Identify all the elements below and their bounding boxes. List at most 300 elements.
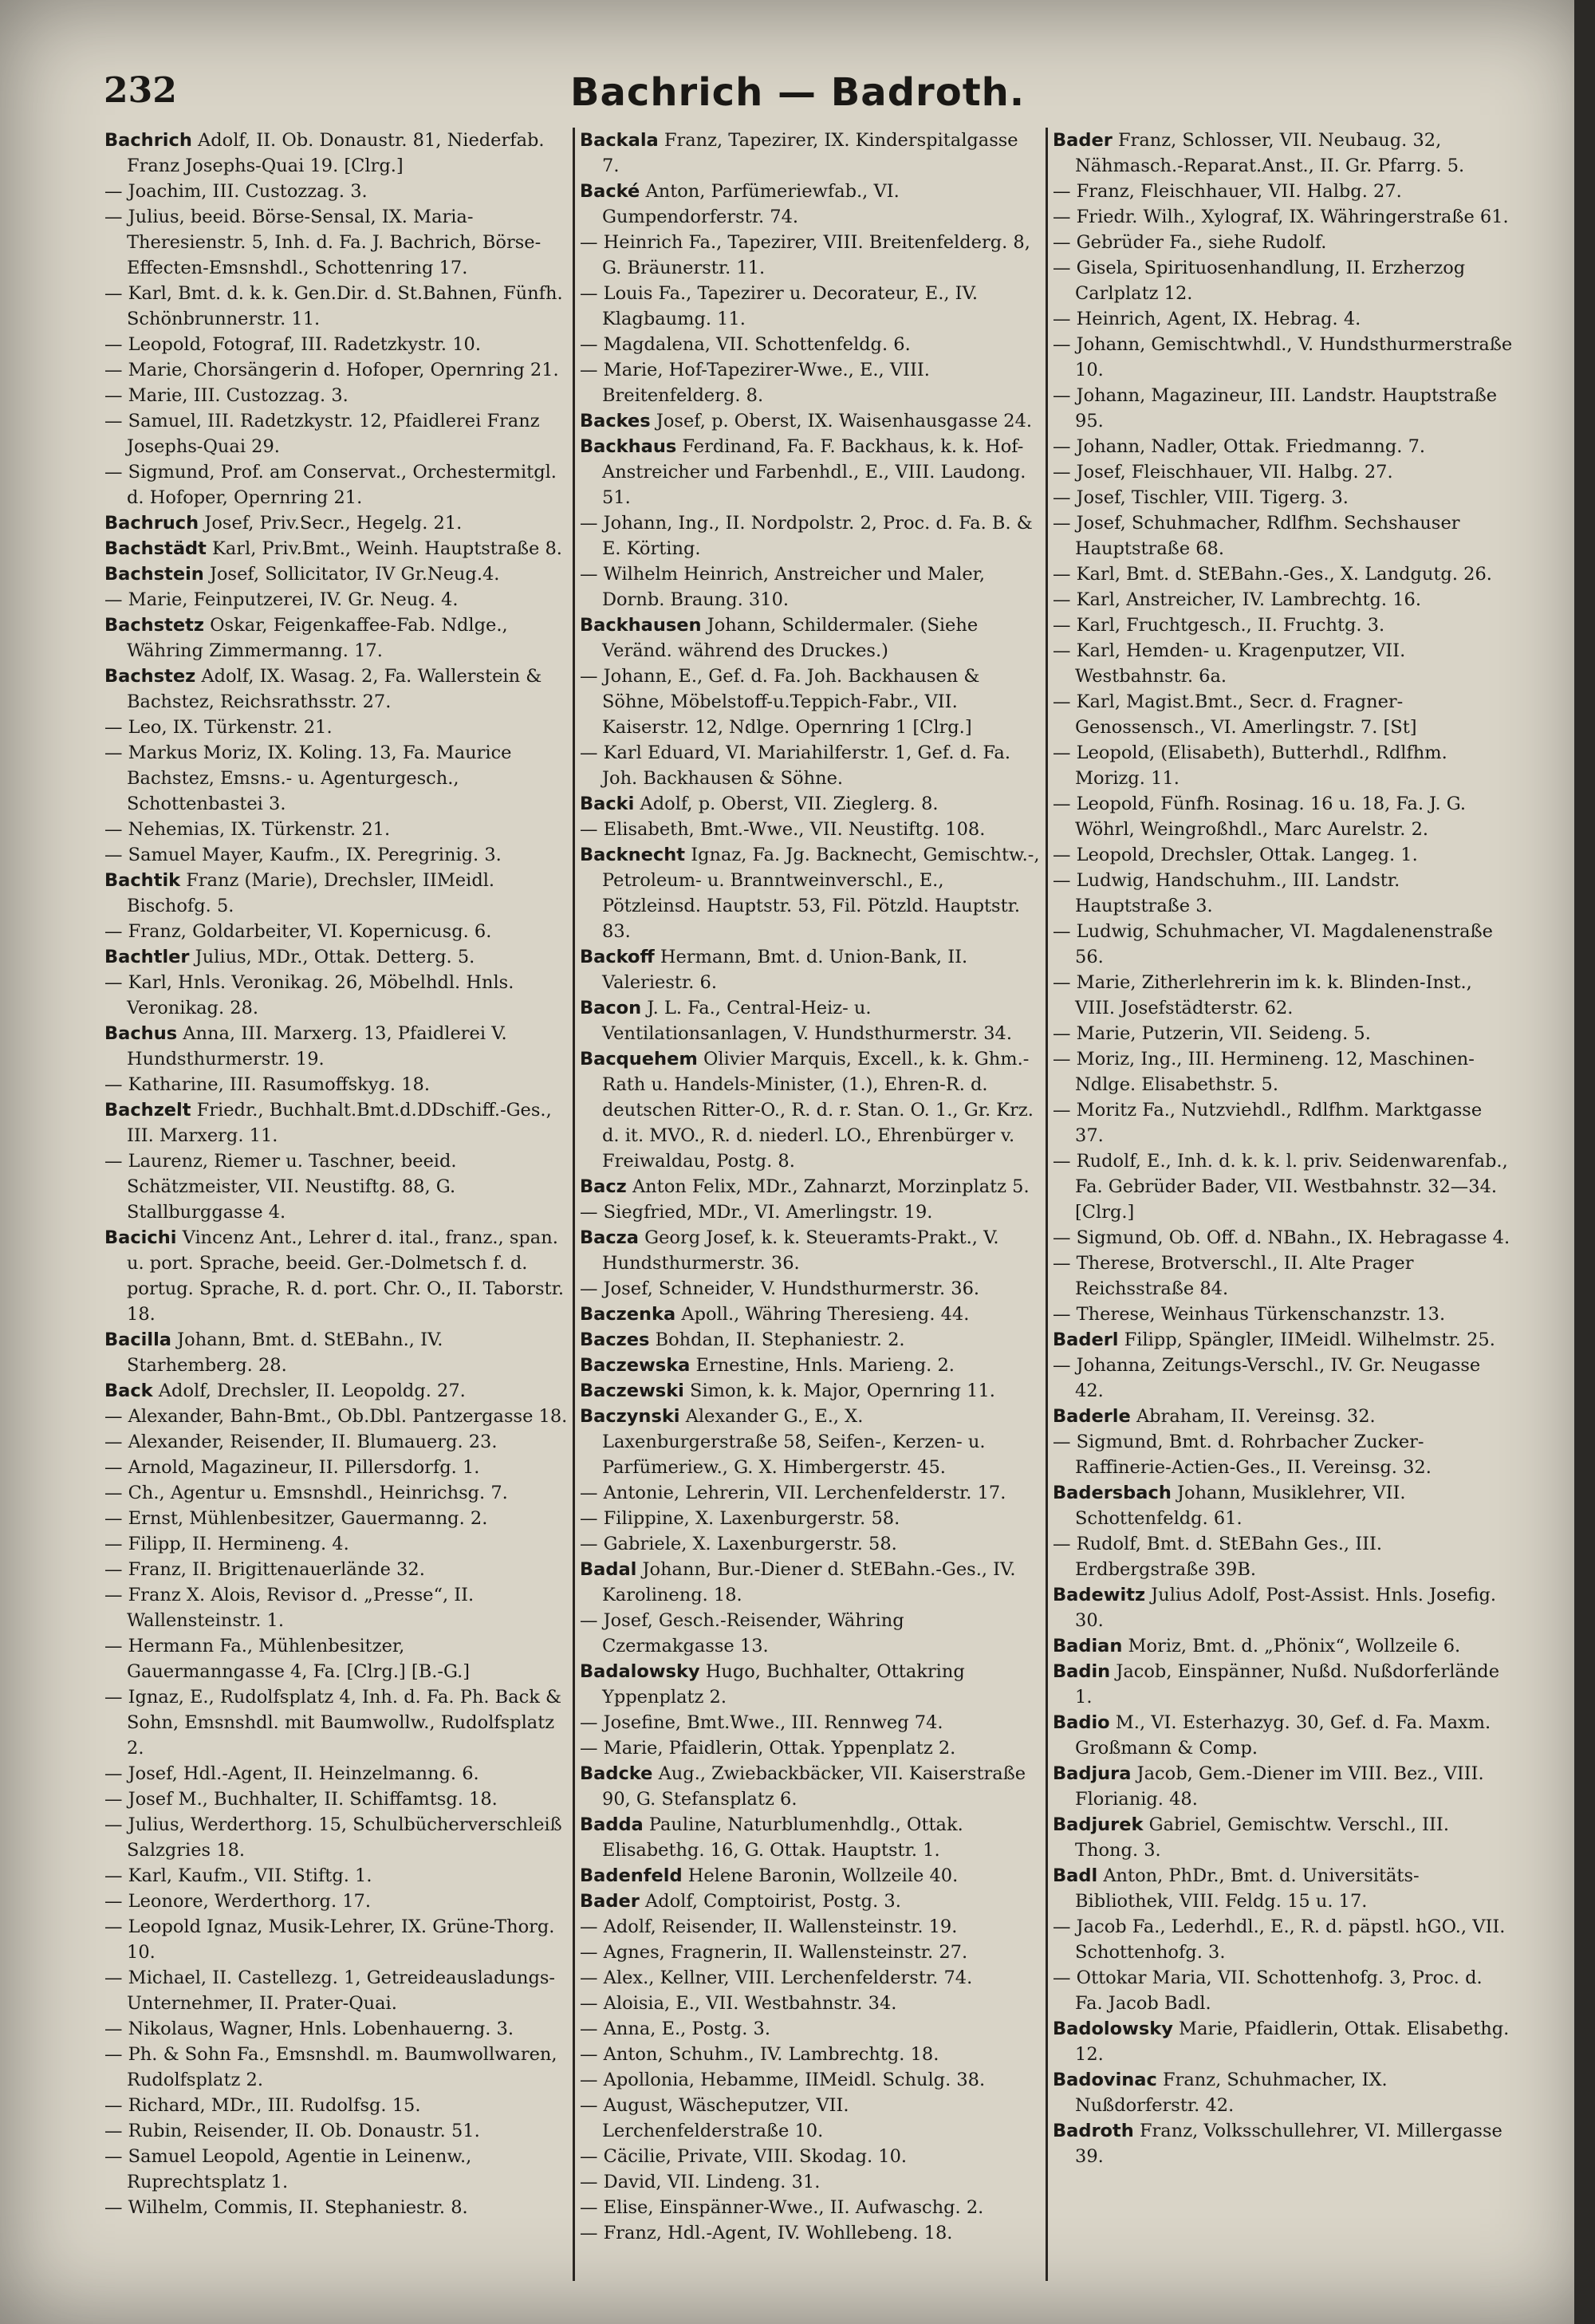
entry-text: Adolf, IX. Wasag. 2, Fa. Wallerstein & Bachstez, Reichsrathsstr. 27. bbox=[127, 666, 542, 712]
entry-surname: Baderle bbox=[1053, 1406, 1131, 1427]
entry-surname: Backala bbox=[580, 130, 659, 151]
directory-entry bbox=[1053, 332, 1514, 383]
entry-text: — Filippine, X. Laxenburgerstr. 58. bbox=[580, 1508, 900, 1529]
entry-text: Josef, Priv.Secr., Hegelg. 21. bbox=[204, 513, 463, 534]
directory-entry bbox=[104, 1786, 568, 1812]
directory-entry bbox=[580, 1353, 1041, 1378]
directory-entry bbox=[1053, 1863, 1514, 1914]
directory-entry bbox=[1053, 2067, 1514, 2118]
entry-text: — Richard, MDr., III. Rudolfsg. 15. bbox=[104, 2095, 421, 2116]
entry-text: — Michael, II. Castellezg. 1, Getreideausladungs-Unternehmer, II. Prater-Quai. bbox=[104, 1968, 556, 2014]
directory-entry bbox=[580, 1608, 1041, 1659]
entry-text: — Elise, Einspänner-Wwe., II. Aufwaschg. 2. bbox=[580, 2197, 984, 2218]
directory-entry bbox=[580, 1557, 1041, 1608]
entry-text: — Ludwig, Schuhmacher, VI. Magdalenenstraße 56. bbox=[1053, 921, 1493, 967]
column-2 bbox=[573, 128, 1046, 2281]
entry-text: — Samuel, III. Radetzkystr. 12, Pfaidlerei Franz Josephs-Quai 29. bbox=[104, 411, 540, 457]
entry-surname: Badin bbox=[1053, 1661, 1111, 1682]
directory-entry bbox=[1053, 1659, 1514, 1710]
entry-text: — Marie, Zitherlehrerin im k. k. Blinden-Inst., VIII. Josefstädterstr. 62. bbox=[1053, 972, 1472, 1018]
entry-surname: Backhaus bbox=[580, 436, 677, 457]
entry-text: — Gisela, Spirituosenhandlung, II. Erzherzog Carlplatz 12. bbox=[1053, 258, 1466, 304]
entry-text: Franz, Tapezirer, IX. Kinderspitalgasse 7. bbox=[602, 130, 1018, 176]
directory-entry bbox=[1053, 128, 1514, 179]
entry-surname: Backé bbox=[580, 181, 640, 202]
entry-text: — Cäcilie, Private, VIII. Skodag. 10. bbox=[580, 2146, 908, 2167]
entry-text: — Sigmund, Ob. Off. d. NBahn., IX. Hebragasse 4. bbox=[1053, 1227, 1510, 1248]
directory-entry bbox=[580, 1812, 1041, 1863]
directory-entry bbox=[104, 1557, 568, 1582]
directory-entry bbox=[580, 995, 1041, 1046]
entry-text: — Karl, Fruchtgesch., II. Fruchtg. 3. bbox=[1053, 615, 1385, 636]
entry-text: Adolf, II. Ob. Donaustr. 81, Niederfab. Franz Josephs-Quai 19. [Clrg.] bbox=[127, 130, 545, 176]
directory-entry bbox=[580, 1276, 1041, 1302]
directory-entry bbox=[1053, 1812, 1514, 1863]
directory-entry bbox=[104, 740, 568, 817]
directory-entry bbox=[104, 1914, 568, 1965]
directory-entry bbox=[580, 1302, 1041, 1327]
entry-surname: Backi bbox=[580, 794, 635, 814]
entry-text: — Louis Fa., Tapezirer u. Decorateur, E., IV. Klagbaumg. 11. bbox=[580, 283, 979, 329]
entry-text: — Antonie, Lehrerin, VII. Lerchenfelderstr. 17. bbox=[580, 1483, 1006, 1503]
entry-text: — Josef, Tischler, VIII. Tigerg. 3. bbox=[1053, 487, 1349, 508]
entry-text: — Marie, Pfaidlerin, Ottak. Yppenplatz 2. bbox=[580, 1738, 956, 1759]
directory-entry bbox=[104, 332, 568, 357]
directory-entry bbox=[104, 383, 568, 408]
entry-text: — Leopold, (Elisabeth), Butterhdl., Rdlfhm. Morizg. 11. bbox=[1053, 742, 1447, 789]
entry-text: Josef, Sollicitator, IV Gr.Neug.4. bbox=[209, 564, 500, 585]
column-3 bbox=[1046, 128, 1518, 2281]
directory-entry bbox=[1053, 1531, 1514, 1582]
directory-entry bbox=[1053, 1148, 1514, 1225]
entry-text: Johann, Bur.-Diener d. StEBahn.-Ges., IV. Karolineng. 18. bbox=[602, 1559, 1016, 1605]
entry-text: Marie, Pfaidlerin, Ottak. Elisabethg. 12. bbox=[1075, 2019, 1510, 2065]
directory-entry bbox=[104, 715, 568, 740]
directory-entry bbox=[1053, 1302, 1514, 1327]
directory-entry bbox=[1053, 587, 1514, 613]
directory-entry bbox=[580, 1480, 1041, 1506]
directory-entry bbox=[1053, 1097, 1514, 1148]
entry-text: Johann, Schildermaler. (Siehe Veränd. während des Druckes.) bbox=[602, 615, 979, 661]
entry-surname: Bachrich bbox=[104, 130, 192, 151]
directory-entry bbox=[580, 357, 1041, 408]
directory-entry bbox=[104, 408, 568, 459]
entry-text: Bohdan, II. Stephaniestr. 2. bbox=[655, 1329, 905, 1350]
directory-entry bbox=[580, 1327, 1041, 1353]
entry-text: — Josef M., Buchhalter, II. Schiffamtsg. 18. bbox=[104, 1789, 498, 1810]
entry-text: Julius, MDr., Ottak. Detterg. 5. bbox=[195, 947, 475, 967]
entry-text: — Alexander, Bahn-Bmt., Ob.Dbl. Pantzergasse 18. bbox=[104, 1406, 568, 1427]
directory-entry bbox=[104, 1684, 568, 1761]
entry-text: — Karl, Bmt. d. StEBahn.-Ges., X. Landgutg. 26. bbox=[1053, 564, 1492, 585]
entry-text: — Karl, Bmt. d. k. k. Gen.Dir. d. St.Bahnen, Fünfh. Schönbrunnerstr. 11. bbox=[104, 283, 563, 329]
entry-surname: Bacilla bbox=[104, 1329, 171, 1350]
entry-surname: Baczewski bbox=[580, 1381, 684, 1401]
entry-surname: Baczewska bbox=[580, 1355, 691, 1376]
entry-text: Apoll., Währing Theresieng. 44. bbox=[681, 1304, 970, 1325]
entry-text: — Alex., Kellner, VIII. Lerchenfelderstr. 74. bbox=[580, 1968, 973, 1988]
entry-text: — Aloisia, E., VII. Westbahnstr. 34. bbox=[580, 1993, 897, 2014]
directory-entry bbox=[1053, 1633, 1514, 1659]
directory-entry bbox=[580, 230, 1041, 281]
entry-text: — Therese, Brotverschl., II. Alte Prager Reichsstraße 84. bbox=[1053, 1253, 1414, 1299]
directory-entry bbox=[580, 1863, 1041, 1889]
directory-entry bbox=[580, 2067, 1041, 2093]
entry-text: — Josef, Schneider, V. Hundsthurmerstr. 36. bbox=[580, 1278, 980, 1299]
entry-text: — Leopold Ignaz, Musik-Lehrer, IX. Grüne-Thorg. 10. bbox=[104, 1916, 555, 1963]
entry-text: — Elisabeth, Bmt.-Wwe., VII. Neustiftg. 108. bbox=[580, 819, 986, 840]
entry-surname: Badio bbox=[1053, 1712, 1110, 1733]
directory-entry bbox=[580, 1404, 1041, 1480]
entry-text: Hermann, Bmt. d. Union-Bank, II. Valeriestr. 6. bbox=[602, 947, 968, 993]
directory-entry bbox=[104, 1378, 568, 1404]
entry-text: — Joachim, III. Custozzag. 3. bbox=[104, 181, 368, 202]
entry-text: J. L. Fa., Central-Heiz- u. Ventilationsanlagen, V. Hundsthurmerstr. 34. bbox=[602, 998, 1013, 1044]
entry-text: Anna, III. Marxerg. 13, Pfaidlerei V. Hundsthurmerstr. 19. bbox=[127, 1023, 507, 1069]
directory-entry bbox=[1053, 970, 1514, 1021]
directory-entry bbox=[1053, 1327, 1514, 1353]
entry-text: — Agnes, Fragnerin, II. Wallensteinstr. 27. bbox=[580, 1942, 968, 1963]
directory-entry bbox=[1053, 1761, 1514, 1812]
directory-entry bbox=[1053, 434, 1514, 459]
directory-entry bbox=[104, 2144, 568, 2195]
entry-text: Vincenz Ant., Lehrer d. ital., franz., span. u. port. Sprache, beeid. Ger.-Dolmetsch f. d. portug. Sprache, R. d. port. Chr. O., II. Taborstr. 18. bbox=[127, 1227, 565, 1325]
entry-surname: Bachstez bbox=[104, 666, 196, 687]
entry-surname: Badal bbox=[580, 1559, 637, 1580]
directory-entry bbox=[1053, 2118, 1514, 2169]
entry-text: — Karl, Hnls. Veronikag. 26, Möbelhdl. Hnls. Veronikag. 28. bbox=[104, 972, 514, 1018]
directory-entry bbox=[1053, 1582, 1514, 1633]
entry-text: — Siegfried, MDr., VI. Amerlingstr. 19. bbox=[580, 1202, 933, 1223]
entry-text: Friedr., Buchhalt.Bmt.d.DDschiff.-Ges., III. Marxerg. 11. bbox=[127, 1100, 552, 1146]
entry-text: — Gebrüder Fa., siehe Rudolf. bbox=[1053, 232, 1327, 253]
entry-text: Franz, Volksschullehrer, VI. Millergasse 39. bbox=[1075, 2121, 1502, 2167]
entry-text: Georg Josef, k. k. Steueramts-Prakt., V. Hundsthurmerstr. 36. bbox=[602, 1227, 999, 1274]
directory-entry bbox=[580, 1940, 1041, 1965]
entry-text: Adolf, p. Oberst, VII. Zieglerg. 8. bbox=[640, 794, 939, 814]
directory-entry bbox=[1053, 791, 1514, 842]
page-number: 232 bbox=[104, 70, 177, 111]
entry-text: — Moriz, Ing., III. Hermineng. 12, Maschinen-Ndlge. Elisabethstr. 5. bbox=[1053, 1049, 1475, 1095]
entry-text: — Anton, Schuhm., IV. Lambrechtg. 18. bbox=[580, 2044, 939, 2065]
entry-text: — Apollonia, Hebamme, IIMeidl. Schulg. 38. bbox=[580, 2070, 986, 2090]
entry-text: — Heinrich, Agent, IX. Hebrag. 4. bbox=[1053, 309, 1361, 329]
directory-entry bbox=[580, 1225, 1041, 1276]
directory-entry bbox=[580, 434, 1041, 510]
entry-surname: Baderl bbox=[1053, 1329, 1119, 1350]
entry-text: — Karl, Kaufm., VII. Stiftg. 1. bbox=[104, 1865, 372, 1886]
directory-entry bbox=[104, 944, 568, 970]
entry-text: Hugo, Buchhalter, Ottakring Yppenplatz 2. bbox=[602, 1661, 965, 1708]
directory-entry bbox=[580, 944, 1041, 995]
directory-entry bbox=[580, 1046, 1041, 1174]
entry-surname: Backhausen bbox=[580, 615, 702, 636]
entry-text: — Adolf, Reisender, II. Wallensteinstr. 19. bbox=[580, 1916, 958, 1937]
entry-surname: Bachruch bbox=[104, 513, 199, 534]
entry-surname: Bachtler bbox=[104, 947, 190, 967]
entry-text: — Franz X. Alois, Revisor d. „Presse“, II. Wallensteinstr. 1. bbox=[104, 1585, 475, 1631]
directory-entry bbox=[104, 1531, 568, 1557]
entry-text: Johann, Musiklehrer, VII. Schottenfeldg. 61. bbox=[1075, 1483, 1406, 1529]
directory-entry bbox=[104, 919, 568, 944]
directory-entry bbox=[1053, 1480, 1514, 1531]
directory-entry bbox=[1053, 1251, 1514, 1302]
entry-text: Jacob, Gem.-Diener im VIII. Bez., VIII. Florianig. 48. bbox=[1075, 1763, 1484, 1810]
entry-text: — Gabriele, X. Laxenburgerstr. 58. bbox=[580, 1534, 897, 1554]
directory-entry bbox=[580, 2220, 1041, 2246]
directory-entry bbox=[580, 2093, 1041, 2144]
entry-text: — August, Wäscheputzer, VII. Lerchenfelderstraße 10. bbox=[580, 2095, 849, 2141]
entry-text: Josef, p. Oberst, IX. Waisenhausgasse 24. bbox=[656, 411, 1033, 431]
entry-surname: Bacquehem bbox=[580, 1049, 698, 1069]
directory-entry bbox=[1053, 1429, 1514, 1480]
directory-entry bbox=[1053, 2016, 1514, 2067]
entry-text: — David, VII. Lindeng. 31. bbox=[580, 2172, 821, 2192]
entry-surname: Badda bbox=[580, 1814, 644, 1835]
directory-entry bbox=[104, 459, 568, 510]
entry-text: — Jacob Fa., Lederhdl., E., R. d. päpstl. hGO., VII. Schottenhofg. 3. bbox=[1053, 1916, 1506, 1963]
entry-text: — Karl, Anstreicher, IV. Lambrechtg. 16. bbox=[1053, 589, 1422, 610]
directory-entry bbox=[104, 613, 568, 664]
entry-text: — Marie, Putzerin, VII. Seideng. 5. bbox=[1053, 1023, 1371, 1044]
entry-surname: Badersbach bbox=[1053, 1483, 1172, 1503]
entry-surname: Badalowsky bbox=[580, 1661, 700, 1682]
entry-text: — Johann, E., Gef. d. Fa. Joh. Backhausen & Söhne, Möbelstoff-u.Teppich-Fabr., VII. Kaiserstr. 12, Ndlge. Opernring 1 [Clrg.] bbox=[580, 666, 980, 738]
entry-text: — Alexander, Reisender, II. Blumauerg. 23. bbox=[104, 1432, 498, 1452]
entry-text: — Sigmund, Bmt. d. Rohrbacher Zucker-Raffinerie-Actien-Ges., II. Vereinsg. 32. bbox=[1053, 1432, 1432, 1478]
entry-text: M., VI. Esterhazyg. 30, Gef. d. Fa. Maxm. Großmann & Comp. bbox=[1075, 1712, 1491, 1759]
entry-text: Moriz, Bmt. d. „Phönix“, Wollzeile 6. bbox=[1128, 1636, 1461, 1656]
entry-text: Franz, Schuhmacher, IX. Nußdorferstr. 42. bbox=[1075, 2070, 1388, 2116]
entry-text: Franz, Schlosser, VII. Neubaug. 32, Nähmasch.-Reparat.Anst., II. Gr. Pfarrg. 5. bbox=[1075, 130, 1465, 176]
entry-text: — Josef, Schuhmacher, Rdlfhm. Sechshauser Hauptstraße 68. bbox=[1053, 513, 1460, 559]
entry-text: — Josef, Hdl.-Agent, II. Heinzelmanng. 6. bbox=[104, 1763, 479, 1784]
directory-entry bbox=[104, 1072, 568, 1097]
directory-entry bbox=[104, 1097, 568, 1148]
entry-surname: Bachstädt bbox=[104, 538, 207, 559]
directory-entry bbox=[104, 2195, 568, 2220]
directory-entry bbox=[1053, 510, 1514, 561]
directory-entry bbox=[104, 1429, 568, 1455]
entry-surname: Back bbox=[104, 1381, 153, 1401]
entry-surname: Badolowsky bbox=[1053, 2019, 1173, 2039]
directory-entry bbox=[104, 1863, 568, 1889]
entry-surname: Bacichi bbox=[104, 1227, 177, 1248]
directory-entry bbox=[104, 817, 568, 842]
entry-text: — Friedr. Wilh., Xylograf, IX. Währingerstraße 61. bbox=[1053, 207, 1509, 227]
directory-entry bbox=[1053, 383, 1514, 434]
directory-entry bbox=[1053, 1404, 1514, 1429]
entry-text: — Johann, Gemischtwhdl., V. Hundsthurmerstraße 10. bbox=[1053, 334, 1513, 380]
directory-entry bbox=[104, 868, 568, 919]
directory-entry bbox=[104, 128, 568, 179]
entry-surname: Bachstein bbox=[104, 564, 204, 585]
columns bbox=[100, 128, 1519, 2281]
directory-entry bbox=[104, 1021, 568, 1072]
directory-entry bbox=[1053, 306, 1514, 332]
entry-text: — Samuel Mayer, Kaufm., IX. Peregrinig. 3. bbox=[104, 845, 502, 865]
entry-surname: Bachtik bbox=[104, 870, 181, 891]
entry-text: Simon, k. k. Major, Opernring 11. bbox=[690, 1381, 995, 1401]
directory-entry bbox=[104, 1633, 568, 1684]
entry-text: — Ottokar Maria, VII. Schottenhofg. 3, Proc. d. Fa. Jacob Badl. bbox=[1053, 1968, 1483, 2014]
directory-entry bbox=[580, 408, 1041, 434]
directory-entry bbox=[1053, 740, 1514, 791]
directory-entry bbox=[580, 1174, 1041, 1199]
entry-text: Gabriel, Gemischtw. Verschl., III. Thong. 3. bbox=[1075, 1814, 1449, 1861]
entry-text: — Ignaz, E., Rudolfsplatz 4, Inh. d. Fa. Ph. Back & Sohn, Emsnshdl. mit Baumwollw., Rudolfsplatz 2. bbox=[104, 1687, 562, 1759]
entry-surname: Bacz bbox=[580, 1176, 627, 1197]
entry-text: — Filipp, II. Hermineng. 4. bbox=[104, 1534, 349, 1554]
directory-entry bbox=[104, 1812, 568, 1863]
entry-surname: Badian bbox=[1053, 1636, 1123, 1656]
directory-entry bbox=[580, 1735, 1041, 1761]
directory-entry bbox=[580, 2195, 1041, 2220]
entry-surname: Bader bbox=[580, 1891, 640, 1912]
entry-text: Ernestine, Hnls. Marieng. 2. bbox=[695, 1355, 955, 1376]
directory-entry bbox=[104, 536, 568, 561]
directory-entry bbox=[104, 842, 568, 868]
entry-text: — Karl Eduard, VI. Mariahilferstr. 1, Gef. d. Fa. Joh. Backhausen & Söhne. bbox=[580, 742, 1010, 789]
entry-text: — Karl, Hemden- u. Kragenputzer, VII. Westbahnstr. 6a. bbox=[1053, 640, 1406, 687]
directory-entry bbox=[580, 1914, 1041, 1940]
entry-text: — Julius, Werderthorg. 15, Schulbücherverschleiß Salzgries 18. bbox=[104, 1814, 562, 1861]
entry-text: — Josefine, Bmt.Wwe., III. Rennweg 74. bbox=[580, 1712, 943, 1733]
directory-entry bbox=[1053, 459, 1514, 485]
entry-surname: Bachstetz bbox=[104, 615, 204, 636]
entry-text: — Ph. & Sohn Fa., Emsnshdl. m. Baumwollwaren, Rudolfsplatz 2. bbox=[104, 2044, 557, 2090]
entry-surname: Bacza bbox=[580, 1227, 639, 1248]
entry-text: — Franz, II. Brigittenauerlände 32. bbox=[104, 1559, 425, 1580]
entry-text: — Josef, Gesch.-Reisender, Währing Czermakgasse 13. bbox=[580, 1610, 904, 1656]
entry-text: — Julius, beeid. Börse-Sensal, IX. Maria-Theresienstr. 5, Inh. d. Fa. J. Bachrich, Börse-Effecten-Emsnshdl., Schottenring 17. bbox=[104, 207, 542, 278]
entry-surname: Bader bbox=[1053, 130, 1113, 151]
directory-entry bbox=[580, 2016, 1041, 2042]
entry-text: — Nehemias, IX. Türkenstr. 21. bbox=[104, 819, 391, 840]
entry-surname: Badl bbox=[1053, 1865, 1098, 1886]
entry-text: Pauline, Naturblumenhdlg., Ottak. Elisabethg. 16, G. Ottak. Hauptstr. 1. bbox=[602, 1814, 963, 1861]
directory-entry bbox=[580, 1199, 1041, 1225]
directory-entry bbox=[1053, 204, 1514, 230]
entry-text: — Sigmund, Prof. am Conservat., Orchestermitgl. d. Hofoper, Opernring 21. bbox=[104, 462, 557, 508]
directory-entry bbox=[104, 1480, 568, 1506]
entry-text: Alexander G., E., X. Laxenburgerstraße 58, Seifen-, Kerzen- u. Parfümeriew., G. X. Himbergerstr. 45. bbox=[602, 1406, 986, 1478]
entry-text: — Franz, Fleischhauer, VII. Halbg. 27. bbox=[1053, 181, 1402, 202]
directory-entry bbox=[1053, 561, 1514, 587]
directory-entry bbox=[1053, 1710, 1514, 1761]
directory-entry bbox=[1053, 1914, 1514, 1965]
directory-entry bbox=[104, 179, 568, 204]
directory-entry bbox=[1053, 179, 1514, 204]
entry-surname: Badjurek bbox=[1053, 1814, 1144, 1835]
directory-entry bbox=[104, 2016, 568, 2042]
directory-entry bbox=[580, 1710, 1041, 1735]
directory-entry bbox=[1053, 868, 1514, 919]
entry-text: — Laurenz, Riemer u. Taschner, beeid. Schätzmeister, VII. Neustiftg. 88, G. Stallburggasse 4. bbox=[104, 1151, 457, 1223]
entry-surname: Bachzelt bbox=[104, 1100, 191, 1121]
directory-entry bbox=[104, 561, 568, 587]
entry-text: — Karl, Magist.Bmt., Secr. d. Fragner-Genossensch., VI. Amerlingstr. 7. [St] bbox=[1053, 691, 1417, 738]
directory-entry bbox=[104, 2118, 568, 2144]
directory-entry bbox=[580, 510, 1041, 561]
directory-entry bbox=[1053, 1046, 1514, 1097]
entry-surname: Backnecht bbox=[580, 845, 686, 865]
directory-entry bbox=[1053, 1965, 1514, 2016]
directory-entry bbox=[1053, 1021, 1514, 1046]
directory-entry bbox=[580, 1506, 1041, 1531]
entry-text: — Leo, IX. Türkenstr. 21. bbox=[104, 717, 333, 738]
entry-text: Adolf, Comptoirist, Postg. 3. bbox=[644, 1891, 901, 1912]
entry-text: Helene Baronin, Wollzeile 40. bbox=[687, 1865, 959, 1886]
entry-surname: Backoff bbox=[580, 947, 655, 967]
entry-text: Anton Felix, MDr., Zahnarzt, Morzinplatz 5. bbox=[632, 1176, 1030, 1197]
entry-text: — Josef, Fleischhauer, VII. Halbg. 27. bbox=[1053, 462, 1393, 483]
entry-text: — Marie, Feinputzerei, IV. Gr. Neug. 4. bbox=[104, 589, 459, 610]
directory-entry bbox=[580, 561, 1041, 613]
entry-text: — Moritz Fa., Nutzviehdl., Rdlfhm. Marktgasse 37. bbox=[1053, 1100, 1483, 1146]
directory-entry bbox=[104, 1761, 568, 1786]
entry-text: — Ludwig, Handschuhm., III. Landstr. Hauptstraße 3. bbox=[1053, 870, 1400, 916]
column-1 bbox=[100, 128, 573, 2281]
entry-text: Oskar, Feigenkaffee-Fab. Ndlge., Währing Zimmermanng. 17. bbox=[127, 615, 508, 661]
directory-entry bbox=[104, 1506, 568, 1531]
entry-text: Julius Adolf, Post-Assist. Hnls. Josefig. 30. bbox=[1075, 1585, 1497, 1631]
entry-text: — Leonore, Werderthorg. 17. bbox=[104, 1891, 372, 1912]
directory-entry bbox=[580, 1531, 1041, 1557]
entry-text: — Samuel Leopold, Agentie in Leinenw., Ruprechtsplatz 1. bbox=[104, 2146, 472, 2192]
entry-text: — Johann, Nadler, Ottak. Friedmanng. 7. bbox=[1053, 436, 1426, 457]
directory-entry bbox=[104, 204, 568, 281]
running-head: Bachrich — Badroth. bbox=[569, 70, 1026, 115]
entry-text: Johann, Bmt. d. StEBahn., IV. Starhemberg. 28. bbox=[127, 1329, 443, 1376]
entry-surname: Badroth bbox=[1053, 2121, 1134, 2141]
directory-entry bbox=[104, 1327, 568, 1378]
entry-text: Abraham, II. Vereinsg. 32. bbox=[1136, 1406, 1376, 1427]
directory-entry bbox=[1053, 255, 1514, 306]
directory-entry bbox=[580, 1378, 1041, 1404]
directory-entry bbox=[580, 1965, 1041, 1991]
entry-text: — Wilhelm Heinrich, Anstreicher und Maler, Dornb. Braung. 310. bbox=[580, 564, 986, 610]
entry-text: Karl, Priv.Bmt., Weinh. Hauptstraße 8. bbox=[212, 538, 562, 559]
directory-entry bbox=[580, 842, 1041, 944]
directory-entry bbox=[104, 1965, 568, 2016]
entry-text: — Arnold, Magazineur, II. Pillersdorfg. 1. bbox=[104, 1457, 480, 1478]
entry-text: — Rudolf, E., Inh. d. k. k. l. priv. Seidenwarenfab., Fa. Gebrüder Bader, VII. Westbahnstr. 32—34. [Clrg.] bbox=[1053, 1151, 1508, 1223]
directory-entry bbox=[580, 740, 1041, 791]
entry-surname: Bachus bbox=[104, 1023, 178, 1044]
entry-text: — Leopold, Drechsler, Ottak. Langeg. 1. bbox=[1053, 845, 1418, 865]
entry-text: — Leopold, Fünfh. Rosinag. 16 u. 18, Fa. J. G. Wöhrl, Weingroßhdl., Marc Aurelstr. 2. bbox=[1053, 794, 1467, 840]
entry-surname: Bacon bbox=[580, 998, 642, 1018]
directory-entry bbox=[1053, 919, 1514, 970]
entry-surname: Baczynski bbox=[580, 1406, 680, 1427]
entry-text: — Magdalena, VII. Schottenfeldg. 6. bbox=[580, 334, 911, 355]
directory-entry bbox=[104, 1148, 568, 1225]
entry-surname: Badovinac bbox=[1053, 2070, 1157, 2090]
directory-entry bbox=[580, 2042, 1041, 2067]
entry-text: Jacob, Einspänner, Nußd. Nußdorferlände 1. bbox=[1075, 1661, 1500, 1708]
directory-entry bbox=[104, 664, 568, 715]
directory-entry bbox=[1053, 230, 1514, 255]
entry-text: — Nikolaus, Wagner, Hnls. Lobenhauerng. 3. bbox=[104, 2019, 514, 2039]
entry-surname: Baczes bbox=[580, 1329, 650, 1350]
directory-entry bbox=[1053, 1225, 1514, 1251]
directory-entry bbox=[104, 587, 568, 613]
directory-entry bbox=[580, 1659, 1041, 1710]
directory-entry bbox=[104, 281, 568, 332]
entry-text: — Franz, Goldarbeiter, VI. Kopernicusg. 6. bbox=[104, 921, 492, 942]
directory-entry bbox=[104, 2093, 568, 2118]
